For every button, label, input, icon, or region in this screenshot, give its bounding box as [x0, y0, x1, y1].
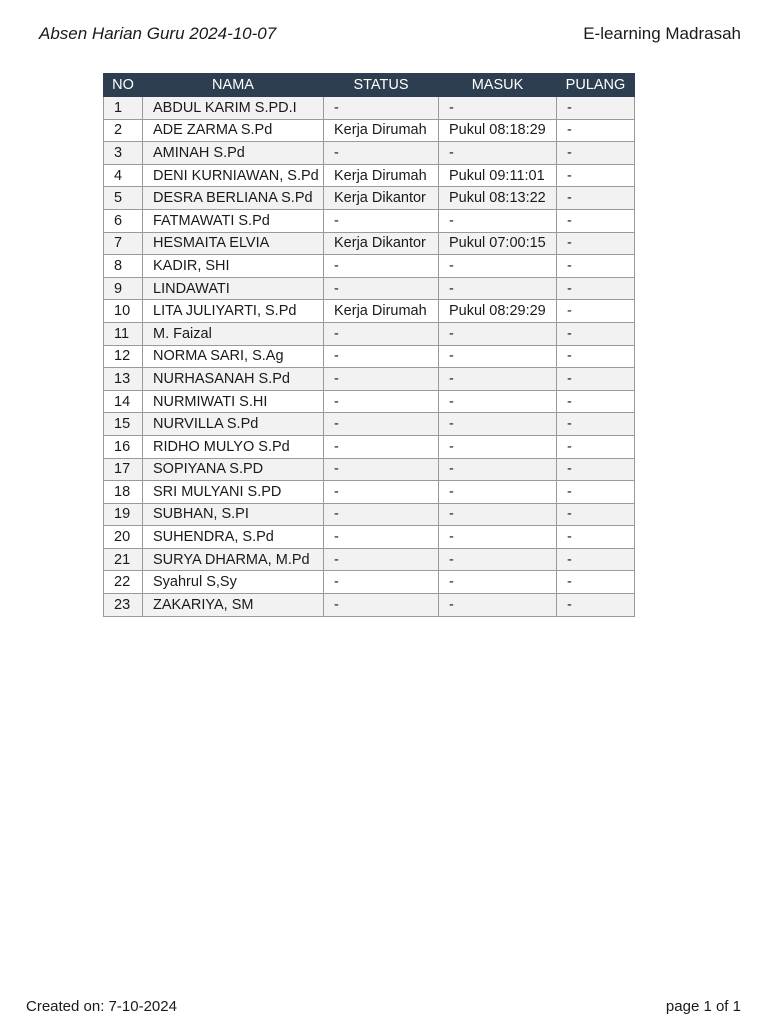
table-row — [104, 142, 635, 165]
table-row — [104, 503, 635, 526]
cell-no: 4 — [104, 164, 143, 187]
cell-masuk: - — [439, 435, 557, 458]
cell-nama: FATMAWATI S.Pd — [143, 209, 324, 232]
cell-masuk: - — [439, 345, 557, 368]
created-date: Created on: 7-10-2024 — [26, 998, 177, 1015]
cell-masuk: - — [439, 322, 557, 345]
table-row — [104, 209, 635, 232]
cell-status: - — [324, 322, 439, 345]
cell-masuk: Pukul 07:00:15 — [439, 232, 557, 255]
cell-status: Kerja Dirumah — [324, 164, 439, 187]
cell-pulang: - — [557, 413, 635, 436]
cell-status: Kerja Dirumah — [324, 119, 439, 142]
cell-nama: ZAKARIYA, SM — [143, 594, 324, 617]
table-row — [104, 390, 635, 413]
cell-nama: SUHENDRA, S.Pd — [143, 526, 324, 549]
column-header-no: NO — [104, 74, 143, 97]
cell-status: - — [324, 209, 439, 232]
cell-no: 3 — [104, 142, 143, 165]
cell-masuk: - — [439, 390, 557, 413]
header-row — [104, 74, 635, 97]
cell-no: 22 — [104, 571, 143, 594]
table-row — [104, 277, 635, 300]
cell-pulang: - — [557, 209, 635, 232]
cell-masuk: - — [439, 503, 557, 526]
cell-nama: SOPIYANA S.PD — [143, 458, 324, 481]
cell-status: - — [324, 142, 439, 165]
cell-status: Kerja Dikantor — [324, 232, 439, 255]
cell-no: 8 — [104, 255, 143, 278]
cell-no: 6 — [104, 209, 143, 232]
table-row — [104, 526, 635, 549]
cell-no: 13 — [104, 368, 143, 391]
cell-pulang: - — [557, 164, 635, 187]
cell-no: 21 — [104, 548, 143, 571]
cell-nama: LITA JULIYARTI, S.Pd — [143, 300, 324, 323]
cell-status: - — [324, 435, 439, 458]
cell-nama: NURVILLA S.Pd — [143, 413, 324, 436]
cell-status: - — [324, 390, 439, 413]
cell-status: - — [324, 97, 439, 120]
cell-status: Kerja Dikantor — [324, 187, 439, 210]
table-row — [104, 571, 635, 594]
cell-status: - — [324, 571, 439, 594]
table-header — [104, 74, 635, 97]
cell-no: 23 — [104, 594, 143, 617]
cell-status: - — [324, 594, 439, 617]
cell-no: 15 — [104, 413, 143, 436]
cell-pulang: - — [557, 571, 635, 594]
cell-nama: HESMAITA ELVIA — [143, 232, 324, 255]
cell-pulang: - — [557, 142, 635, 165]
column-header-masuk: MASUK — [439, 74, 557, 97]
table-row — [104, 187, 635, 210]
table-row — [104, 435, 635, 458]
cell-nama: KADIR, SHI — [143, 255, 324, 278]
cell-status: - — [324, 277, 439, 300]
cell-no: 18 — [104, 481, 143, 504]
cell-nama: DENI KURNIAWAN, S.Pd — [143, 164, 324, 187]
cell-pulang: - — [557, 548, 635, 571]
cell-nama: ABDUL KARIM S.PD.I — [143, 97, 324, 120]
cell-no: 14 — [104, 390, 143, 413]
table-row — [104, 548, 635, 571]
cell-masuk: Pukul 08:13:22 — [439, 187, 557, 210]
cell-no: 10 — [104, 300, 143, 323]
cell-pulang: - — [557, 526, 635, 549]
cell-no: 9 — [104, 277, 143, 300]
cell-status: - — [324, 481, 439, 504]
cell-masuk: - — [439, 277, 557, 300]
cell-pulang: - — [557, 458, 635, 481]
cell-status: - — [324, 345, 439, 368]
cell-masuk: Pukul 09:11:01 — [439, 164, 557, 187]
cell-no: 5 — [104, 187, 143, 210]
table-row — [104, 164, 635, 187]
cell-masuk: Pukul 08:29:29 — [439, 300, 557, 323]
page-indicator: page 1 of 1 — [665, 998, 741, 1015]
cell-nama: AMINAH S.Pd — [143, 142, 324, 165]
cell-masuk: - — [439, 368, 557, 391]
cell-masuk: - — [439, 255, 557, 278]
column-header-status: STATUS — [324, 74, 439, 97]
cell-masuk: - — [439, 594, 557, 617]
cell-nama: SURYA DHARMA, M.Pd — [143, 548, 324, 571]
cell-nama: ADE ZARMA S.Pd — [143, 119, 324, 142]
cell-status: - — [324, 368, 439, 391]
cell-pulang: - — [557, 119, 635, 142]
cell-pulang: - — [557, 232, 635, 255]
table-row — [104, 481, 635, 504]
cell-status: - — [324, 548, 439, 571]
cell-no: 12 — [104, 345, 143, 368]
column-header-pulang: PULANG — [557, 74, 635, 97]
table-row — [104, 413, 635, 436]
table-row — [104, 345, 635, 368]
app-name: E-learning Madrasah — [583, 24, 741, 43]
cell-status: Kerja Dirumah — [324, 300, 439, 323]
cell-masuk: - — [439, 97, 557, 120]
cell-nama: RIDHO MULYO S.Pd — [143, 435, 324, 458]
cell-nama: Syahrul S,Sy — [143, 571, 324, 594]
cell-nama: M. Faizal — [143, 322, 324, 345]
cell-no: 16 — [104, 435, 143, 458]
column-header-nama: NAMA — [143, 74, 324, 97]
cell-pulang: - — [557, 481, 635, 504]
table-row — [104, 368, 635, 391]
cell-masuk: - — [439, 209, 557, 232]
cell-status: - — [324, 503, 439, 526]
cell-pulang: - — [557, 322, 635, 345]
cell-pulang: - — [557, 503, 635, 526]
table-body — [104, 97, 635, 617]
cell-pulang: - — [557, 277, 635, 300]
table-row — [104, 255, 635, 278]
cell-pulang: - — [557, 345, 635, 368]
cell-masuk: Pukul 08:18:29 — [439, 119, 557, 142]
cell-status: - — [324, 458, 439, 481]
cell-masuk: - — [439, 526, 557, 549]
cell-pulang: - — [557, 187, 635, 210]
cell-nama: SUBHAN, S.PI — [143, 503, 324, 526]
cell-pulang: - — [557, 97, 635, 120]
cell-masuk: - — [439, 548, 557, 571]
attendance-table — [103, 73, 635, 617]
cell-masuk: - — [439, 481, 557, 504]
cell-masuk: - — [439, 142, 557, 165]
cell-no: 11 — [104, 322, 143, 345]
cell-pulang: - — [557, 594, 635, 617]
table-row — [104, 97, 635, 120]
table-row — [104, 458, 635, 481]
cell-nama: LINDAWATI — [143, 277, 324, 300]
table-row — [104, 119, 635, 142]
cell-masuk: - — [439, 413, 557, 436]
cell-no: 2 — [104, 119, 143, 142]
cell-nama: NURMIWATI S.HI — [143, 390, 324, 413]
cell-nama: DESRA BERLIANA S.Pd — [143, 187, 324, 210]
cell-status: - — [324, 255, 439, 278]
document-title: Absen Harian Guru 2024-10-07 — [39, 24, 277, 43]
cell-status: - — [324, 526, 439, 549]
cell-no: 7 — [104, 232, 143, 255]
cell-no: 20 — [104, 526, 143, 549]
cell-no: 19 — [104, 503, 143, 526]
cell-pulang: - — [557, 390, 635, 413]
cell-nama: NORMA SARI, S.Ag — [143, 345, 324, 368]
cell-nama: NURHASANAH S.Pd — [143, 368, 324, 391]
cell-masuk: - — [439, 571, 557, 594]
cell-no: 1 — [104, 97, 143, 120]
cell-nama: SRI MULYANI S.PD — [143, 481, 324, 504]
cell-masuk: - — [439, 458, 557, 481]
cell-pulang: - — [557, 368, 635, 391]
cell-pulang: - — [557, 435, 635, 458]
table-row — [104, 322, 635, 345]
cell-pulang: - — [557, 255, 635, 278]
cell-pulang: - — [557, 300, 635, 323]
cell-status: - — [324, 413, 439, 436]
table-row — [104, 594, 635, 617]
cell-no: 17 — [104, 458, 143, 481]
table-row — [104, 232, 635, 255]
table-row — [104, 300, 635, 323]
